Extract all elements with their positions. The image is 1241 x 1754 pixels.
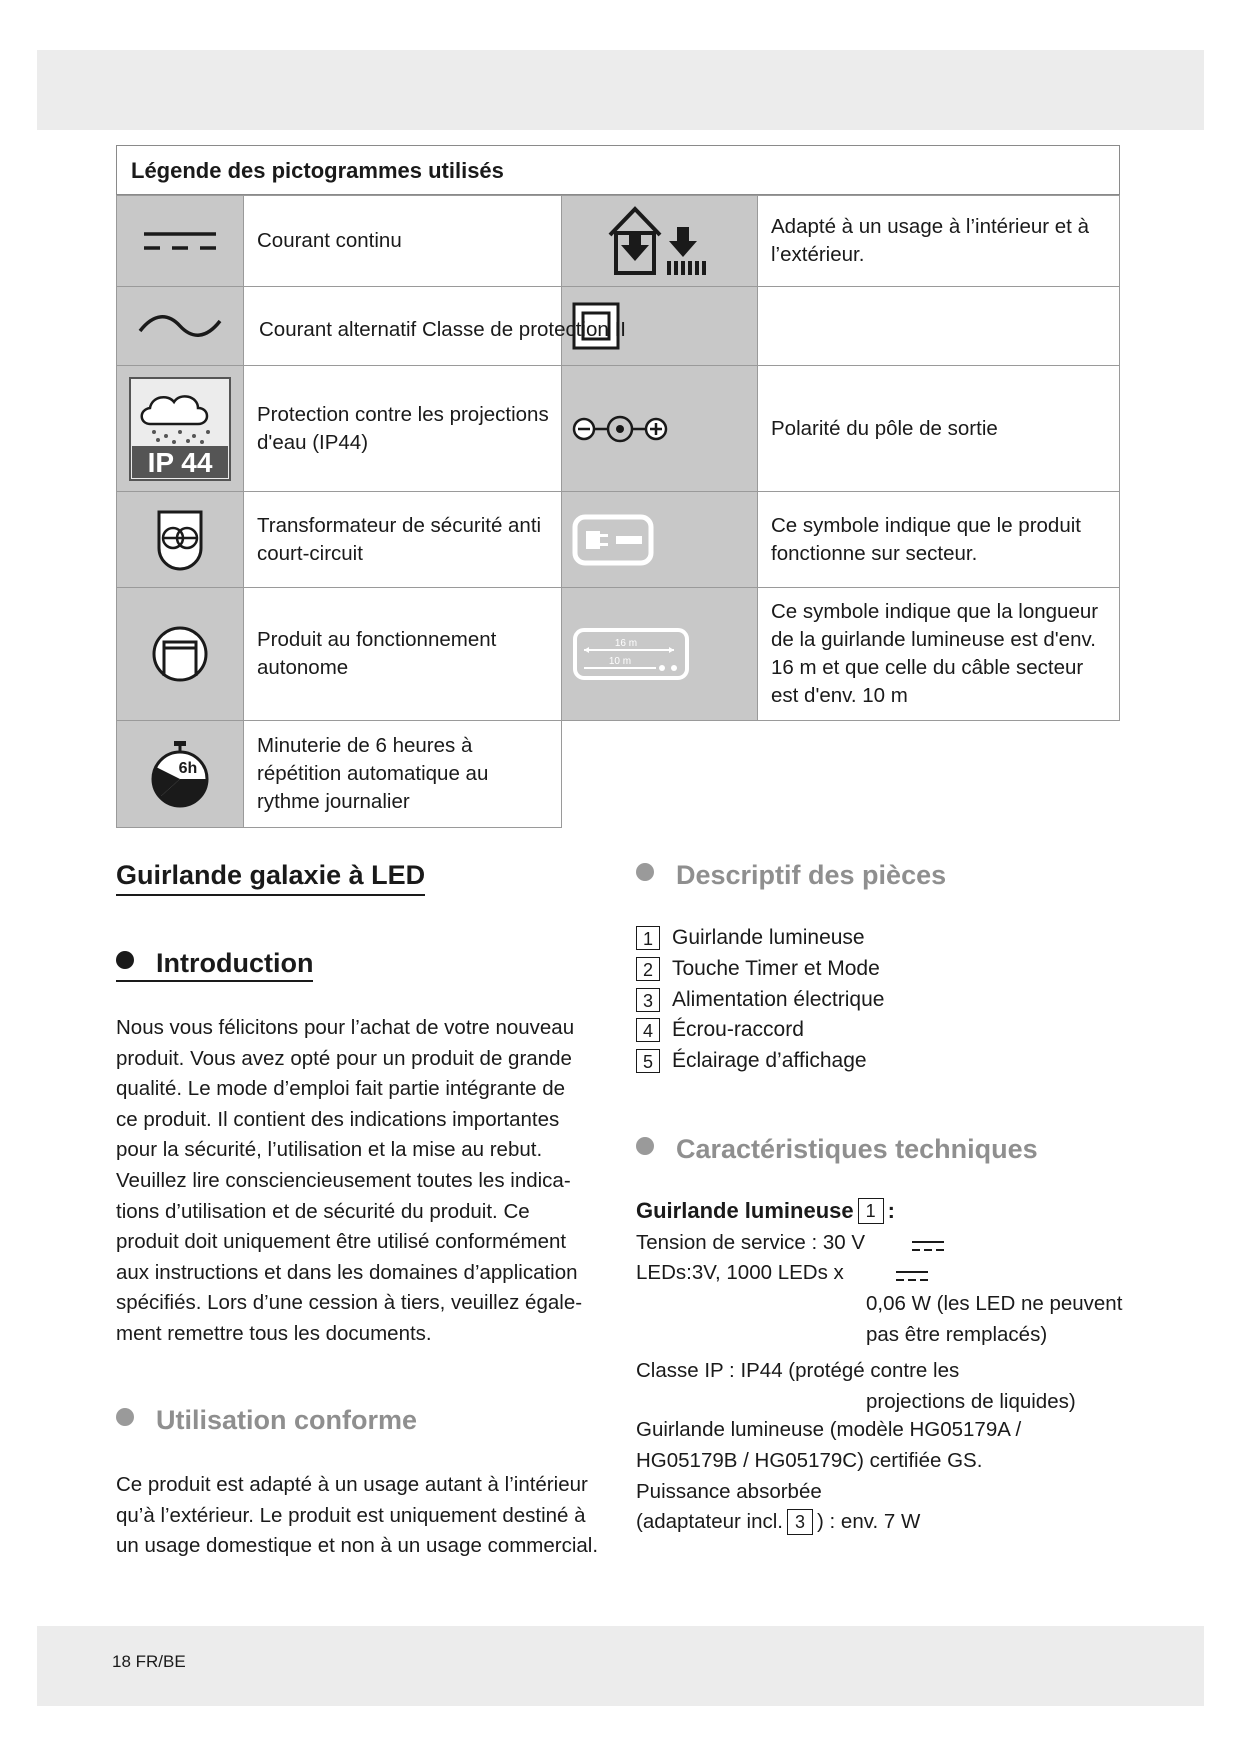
legend-text: Courant continu [243,195,562,287]
parts-title: Descriptif des pièces [676,860,947,890]
list-item [636,924,865,952]
text-line: spécifiés. Lors d’une cession à tiers, veuillez égale- [116,1291,583,1315]
part-label: Touche Timer et Mode [672,957,880,980]
text-line: qu’à l’extérieur. Le produit est uniquement destiné à [116,1503,586,1527]
spec-model-2: HG05179B / HG05179C) certifiée GS. [636,1449,983,1472]
product-title: Guirlande galaxie à LED [116,858,425,896]
length-16m-label: 16 m [614,638,638,649]
length-icon [561,587,758,721]
legend-text-cell [757,286,1120,366]
part-reference: 3 [787,1509,813,1535]
length-10m-label: 10 m [608,656,632,667]
part-label: Écrou-raccord [672,1018,804,1041]
bullet-icon [116,1408,134,1426]
legend-title: Légende des pictogrammes utilisés [116,145,1120,195]
mains-plug-icon [561,491,758,588]
usage-text [116,1470,598,1562]
spec-power-value: ) : env. 7 W [817,1510,921,1533]
list-item [636,1047,867,1075]
part-number: 2 [636,957,660,981]
text-line: qualité. Le mode d’emploi fait partie intégrante de [116,1077,566,1101]
text-line: produit doit uniquement être utilisé conformément [116,1230,567,1254]
bullet-icon [636,1137,654,1155]
part-label: Alimentation électrique [672,988,885,1011]
footer-band [37,1626,1204,1706]
spec-power-1: Puissance absorbée [636,1480,822,1503]
specs-title: Caractéristiques techniques [676,1134,1038,1164]
safety-transformer-icon [116,491,244,588]
specs-colon: : [887,1198,895,1223]
list-item [636,955,880,983]
spec-ip-class: Classe IP : IP44 (protégé contre les [636,1359,960,1382]
introduction-text [116,1013,582,1350]
part-number: 5 [636,1049,660,1073]
legend-text: Ce symbole indique que le produit fonctionne sur secteur. [757,491,1120,588]
legend-text: Courant alternatif Classe de protection II [259,318,626,341]
spec-leds-3: pas être remplacés) [866,1323,1048,1346]
spec-leds: LEDs:3V, 1000 LEDs x [636,1261,844,1284]
list-item [636,986,884,1014]
direct-current-icon [912,1240,944,1252]
part-reference: 1 [858,1198,884,1224]
indoor-outdoor-icon [561,195,758,287]
list-item [636,1016,804,1044]
text-line: Nous vous félicitons pour l’achat de votre nouveau [116,1016,575,1039]
spec-power-text: (adaptateur incl. [636,1510,784,1533]
text-line: produit. Vous avez opté pour un produit de grande [116,1046,572,1070]
direct-current-icon [116,195,244,287]
part-number: 3 [636,988,660,1012]
text-line: ment remettre tous les documents. [116,1321,432,1345]
header-band [37,50,1204,130]
text-line: un usage domestique et non à un usage commercial. [116,1534,599,1558]
spec-power-2 [636,1507,920,1537]
alternating-current-icon [116,286,244,366]
usage-heading [116,1403,417,1437]
legend-text: Transformateur de sécurité anti court-circuit [243,491,562,588]
part-label: Éclairage d’affichage [672,1049,867,1072]
legend-text: Adapté à un usage à l’intérieur et à l’extérieur. [757,195,1120,287]
bullet-icon [636,863,654,881]
page-footer: 18 FR/BE [112,1652,186,1671]
bullet-icon [116,951,134,969]
text-line: tions d’utilisation et de sécurité du produit. Ce [116,1199,530,1223]
specs-product [636,1196,895,1226]
ip44-icon [116,365,244,492]
ip44-label: IP 44 [147,446,213,478]
legend-text: Protection contre les projections d'eau (IP44) [243,365,562,492]
direct-current-icon [896,1270,928,1282]
part-number: 1 [636,926,660,950]
timer-6h-icon [116,720,244,828]
legend-text: Minuterie de 6 heures à répétition automatique au rythme journalier [243,720,562,828]
usage-title: Utilisation conforme [156,1405,418,1435]
spec-leds-2: 0,06 W (les LED ne peuvent [866,1292,1123,1315]
specs-product-label: Guirlande lumineuse [636,1198,854,1223]
text-line: ce produit. Il contient des indications importantes [116,1107,560,1131]
legend-text: Produit au fonctionnement autonome [243,587,562,721]
spec-tension: Tension de service : 30 V [636,1231,866,1254]
introduction-heading [116,946,313,982]
timer-label: 6h [178,760,198,777]
part-label: Guirlande lumineuse [672,926,865,949]
text-line: Ce produit est adapté à un usage autant à l’intérieur [116,1473,588,1496]
autonomous-icon [116,587,244,721]
part-number: 4 [636,1018,660,1042]
introduction-title: Introduction [156,948,314,978]
legend-text: Ce symbole indique que la longueur de la guirlande lumineuse est d'env. 16 m et que celle du câble secteur est d'env. 10 m [757,587,1120,721]
text-line: pour la sécurité, l’utilisation et la mise au rebut. [116,1138,543,1162]
spec-ip-class-2: projections de liquides) [866,1390,1076,1413]
parts-heading [636,858,946,892]
specs-heading [636,1132,1038,1166]
text-line: aux instructions et dans les domaines d’application [116,1260,578,1284]
polarity-icon [561,365,758,492]
text-line: Veuillez lire consciencieusement toutes les indica- [116,1168,571,1192]
spec-model-1: Guirlande lumineuse (modèle HG05179A / [636,1418,1022,1441]
legend-text: Polarité du pôle de sortie [757,365,1120,492]
